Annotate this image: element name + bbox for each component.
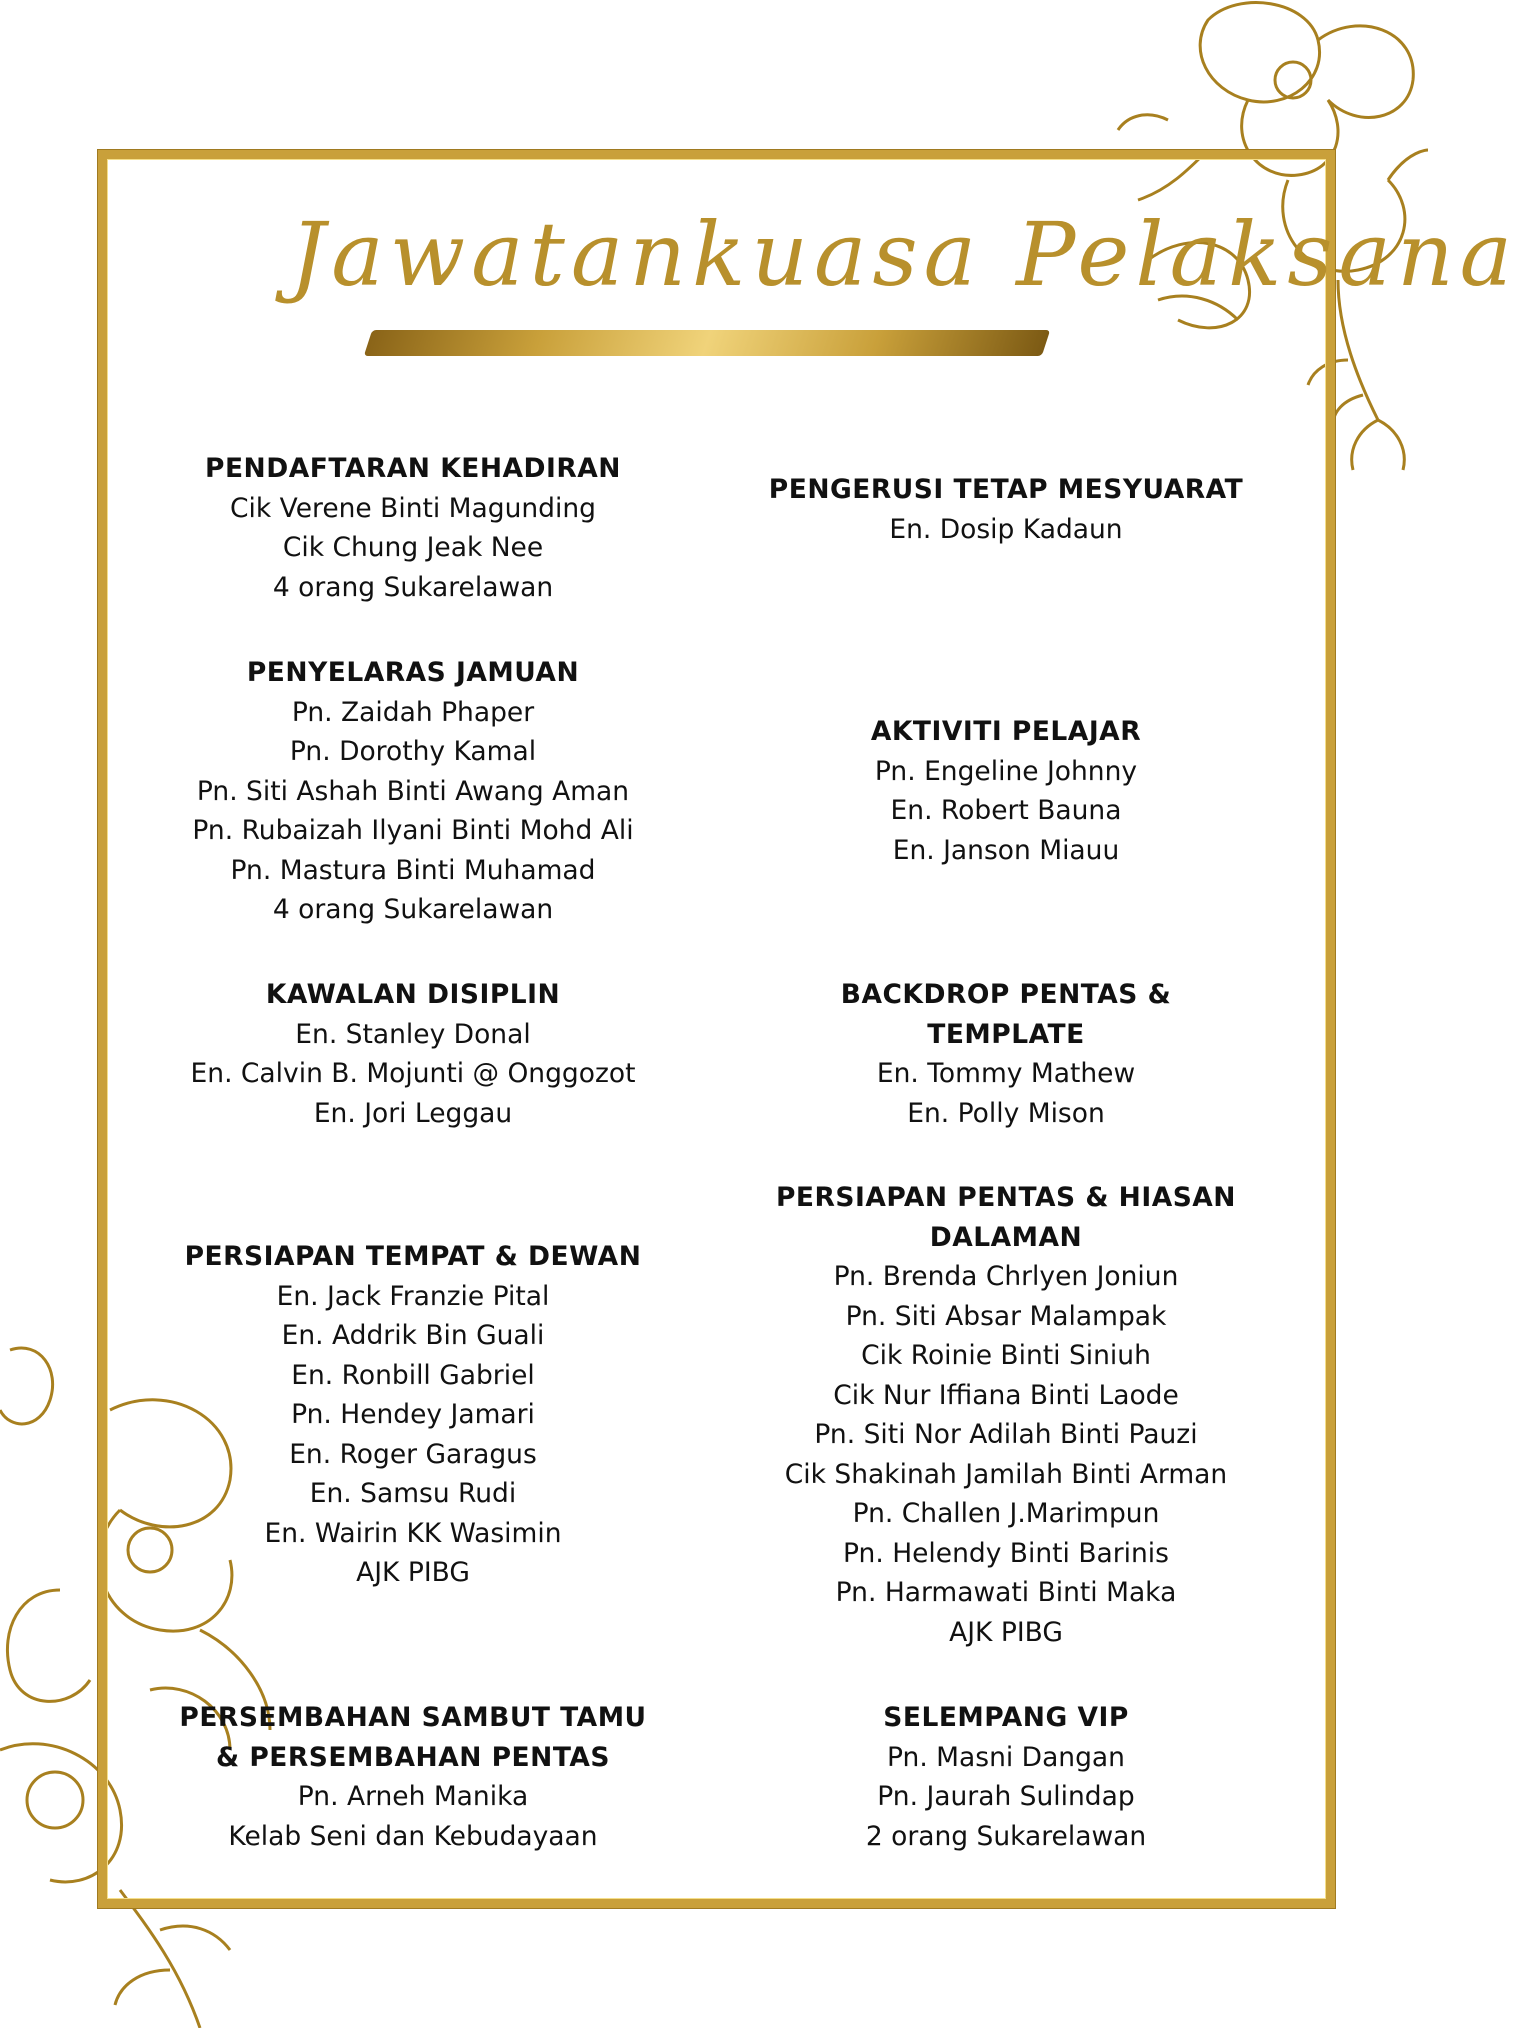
member-name: En. Janson Miauu	[892, 834, 1120, 866]
member-name: En. Polly Mison	[907, 1097, 1105, 1129]
member-name: En. Ronbill Gabriel	[291, 1359, 535, 1391]
section-selempang-vip	[726, 1698, 1286, 1856]
member-name: 2 orang Sukarelawan	[865, 1820, 1147, 1852]
section-persembahan-sambut-tamu	[130, 1698, 696, 1856]
member-name: Pn. Engeline Johnny	[874, 755, 1138, 787]
member-name: AJK PIBG	[356, 1557, 470, 1588]
section-heading: SELEMPANG VIP	[883, 1702, 1129, 1733]
member-name: Pn. Masni Dangan	[887, 1741, 1125, 1773]
section-backdrop-pentas-template	[726, 975, 1286, 1133]
section-heading: PENGERUSI TETAP MESYUARAT	[768, 474, 1244, 505]
section-heading-line2: TEMPLATE	[927, 1018, 1085, 1050]
section-heading: PERSEMBAHAN SAMBUT TAMU	[179, 1702, 647, 1733]
member-name: Pn. Jaurah Sulindap	[877, 1781, 1135, 1812]
member-name: Cik Nur Iffiana Binti Laode	[833, 1379, 1179, 1411]
member-name: En. Jori Leggau	[313, 1097, 513, 1129]
section-heading: PERSIAPAN PENTAS & HIASAN	[776, 1182, 1236, 1213]
member-name: AJK PIBG	[949, 1616, 1063, 1648]
section-heading: AKTIVITI PELAJAR	[870, 716, 1142, 747]
member-name: Pn. Challen J.Marimpun	[852, 1498, 1160, 1529]
member-name: Pn. Mastura Binti Muhamad	[230, 854, 596, 886]
member-name: Pn. Dorothy Kamal	[289, 736, 537, 767]
gold-brush-stroke	[364, 330, 1050, 356]
section-pendaftaran-kehadiran	[130, 449, 696, 607]
member-name: Pn. Hendey Jamari	[291, 1399, 535, 1430]
member-name: Cik Shakinah Jamilah Binti Arman	[784, 1458, 1228, 1490]
member-name: En. Wairin KK Wasimin	[264, 1517, 562, 1549]
section-aktiviti-pelajar	[726, 712, 1286, 870]
section-heading-line2: & PERSEMBAHAN PENTAS	[216, 1741, 610, 1773]
member-name: Pn. Arneh Manika	[297, 1781, 529, 1812]
member-name: 4 orang Sukarelawan	[272, 894, 554, 925]
section-persiapan-pentas-hiasan	[726, 1178, 1286, 1652]
member-name: En. Samsu Rudi	[309, 1478, 517, 1509]
member-name: Cik Verene Binti Magunding	[230, 492, 596, 524]
member-name: En. Stanley Donal	[295, 1018, 531, 1050]
member-name: En. Robert Bauna	[890, 795, 1122, 826]
section-heading: KAWALAN DISIPLIN	[265, 979, 561, 1010]
section-heading: PERSIAPAN TEMPAT & DEWAN	[184, 1241, 642, 1272]
section-penyelaras-jamuan	[130, 653, 696, 930]
member-name: Pn. Helendy Binti Barinis	[843, 1537, 1169, 1569]
member-name: Pn. Harmawati Binti Maka	[835, 1577, 1177, 1608]
member-name: En. Roger Garagus	[289, 1438, 537, 1470]
member-name: Pn. Siti Nor Adilah Binti Pauzi	[814, 1419, 1198, 1450]
member-name: Pn. Siti Absar Malampak	[845, 1300, 1167, 1332]
member-name: Pn. Rubaizah Ilyani Binti Mohd Ali	[192, 815, 634, 846]
member-name: En. Addrik Bin Guali	[281, 1320, 545, 1351]
member-name: Pn. Zaidah Phaper	[291, 696, 535, 728]
section-heading: PENDAFTARAN KEHADIRAN	[205, 453, 621, 484]
member-name: En. Dosip Kadaun	[889, 513, 1123, 545]
section-kawalan-disiplin	[130, 975, 696, 1133]
member-name: Pn. Siti Ashah Binti Awang Aman	[196, 775, 630, 807]
member-name: Pn. Brenda Chrlyen Joniun	[833, 1261, 1179, 1292]
member-name: En. Jack Franzie Pital	[276, 1280, 550, 1312]
member-name: 4 orang Sukarelawan	[272, 571, 554, 603]
section-heading-line2: DALAMAN	[929, 1221, 1083, 1253]
section-pengerusi-tetap-mesyuarat	[726, 470, 1286, 549]
section-persiapan-tempat-dewan	[130, 1237, 696, 1593]
section-heading: PENYELARAS JAMUAN	[246, 657, 580, 688]
member-name: Cik Roinie Binti Siniuh	[861, 1340, 1151, 1371]
member-name: Kelab Seni dan Kebudayaan	[228, 1820, 598, 1852]
member-name: Cik Chung Jeak Nee	[282, 532, 544, 563]
member-name: En. Calvin B. Mojunti @ Onggozot	[190, 1058, 636, 1089]
page-title: Jawatankuasa Pelaksana	[290, 203, 1518, 306]
member-name: En. Tommy Mathew	[876, 1058, 1136, 1089]
section-heading: BACKDROP PENTAS &	[840, 979, 1172, 1010]
